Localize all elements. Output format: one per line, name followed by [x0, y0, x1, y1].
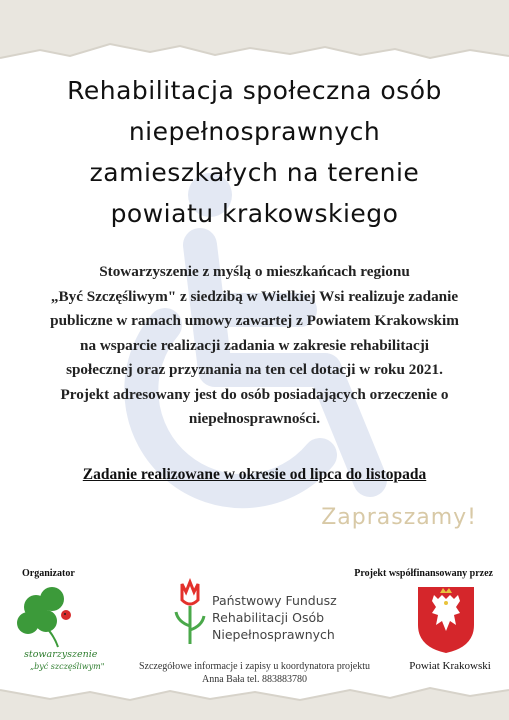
description-line: publiczne w ramach umowy zawartej z Powiatem Krakowskim: [50, 312, 459, 329]
pfron-line: Państwowy Fundusz: [212, 593, 337, 608]
task-period: Zadanie realizowane w okresie od lipca do listopada: [82, 466, 427, 483]
description: [0, 260, 509, 432]
organizer-label: Organizator: [22, 568, 75, 579]
powiat-label: Powiat Krakowski: [409, 660, 491, 672]
pfron-line: Niepełnosprawnych: [212, 627, 335, 642]
organizer-logo-line: „być szczęśliwym": [30, 662, 104, 671]
title-line: Rehabilitacja społeczna osób: [67, 76, 442, 105]
page-title: [0, 70, 509, 234]
pfron-name: [212, 592, 337, 643]
organizer-logo-line: stowarzyszenie: [24, 649, 98, 660]
description-line: „Być Szczęśliwym" z siedzibą w Wielkiej Wsi realizuje zadanie: [50, 287, 459, 305]
title-line: niepełnosprawnych: [128, 117, 381, 146]
info-line: Anna Bała tel. 883883780: [202, 674, 307, 685]
description-line: społecznej oraz przyznania na ten cel dotacji w roku 2021.: [66, 361, 443, 378]
title-line: powiatu krakowskiego: [110, 199, 399, 228]
invite-text: Zapraszamy!: [321, 505, 477, 530]
description-line: na wsparcie realizacji zadania w zakresie rehabilitacji: [80, 336, 429, 354]
description-line: niepełnosprawności.: [188, 410, 321, 427]
info-line: Szczegółowe informacje i zapisy u koordynatora projektu: [138, 661, 371, 672]
description-line: Projekt adresowany jest do osób posiadających orzeczenie o: [60, 385, 449, 403]
eagle-crest-icon: [416, 585, 476, 655]
description-line: Stowarzyszenie z myślą o mieszkańcach regionu: [99, 263, 410, 280]
cofinance-label: Projekt współfinansowany przez: [354, 568, 493, 579]
title-line: zamieszkałych na terenie: [89, 158, 420, 187]
pfron-line: Rehabilitacji Osób: [212, 610, 325, 625]
